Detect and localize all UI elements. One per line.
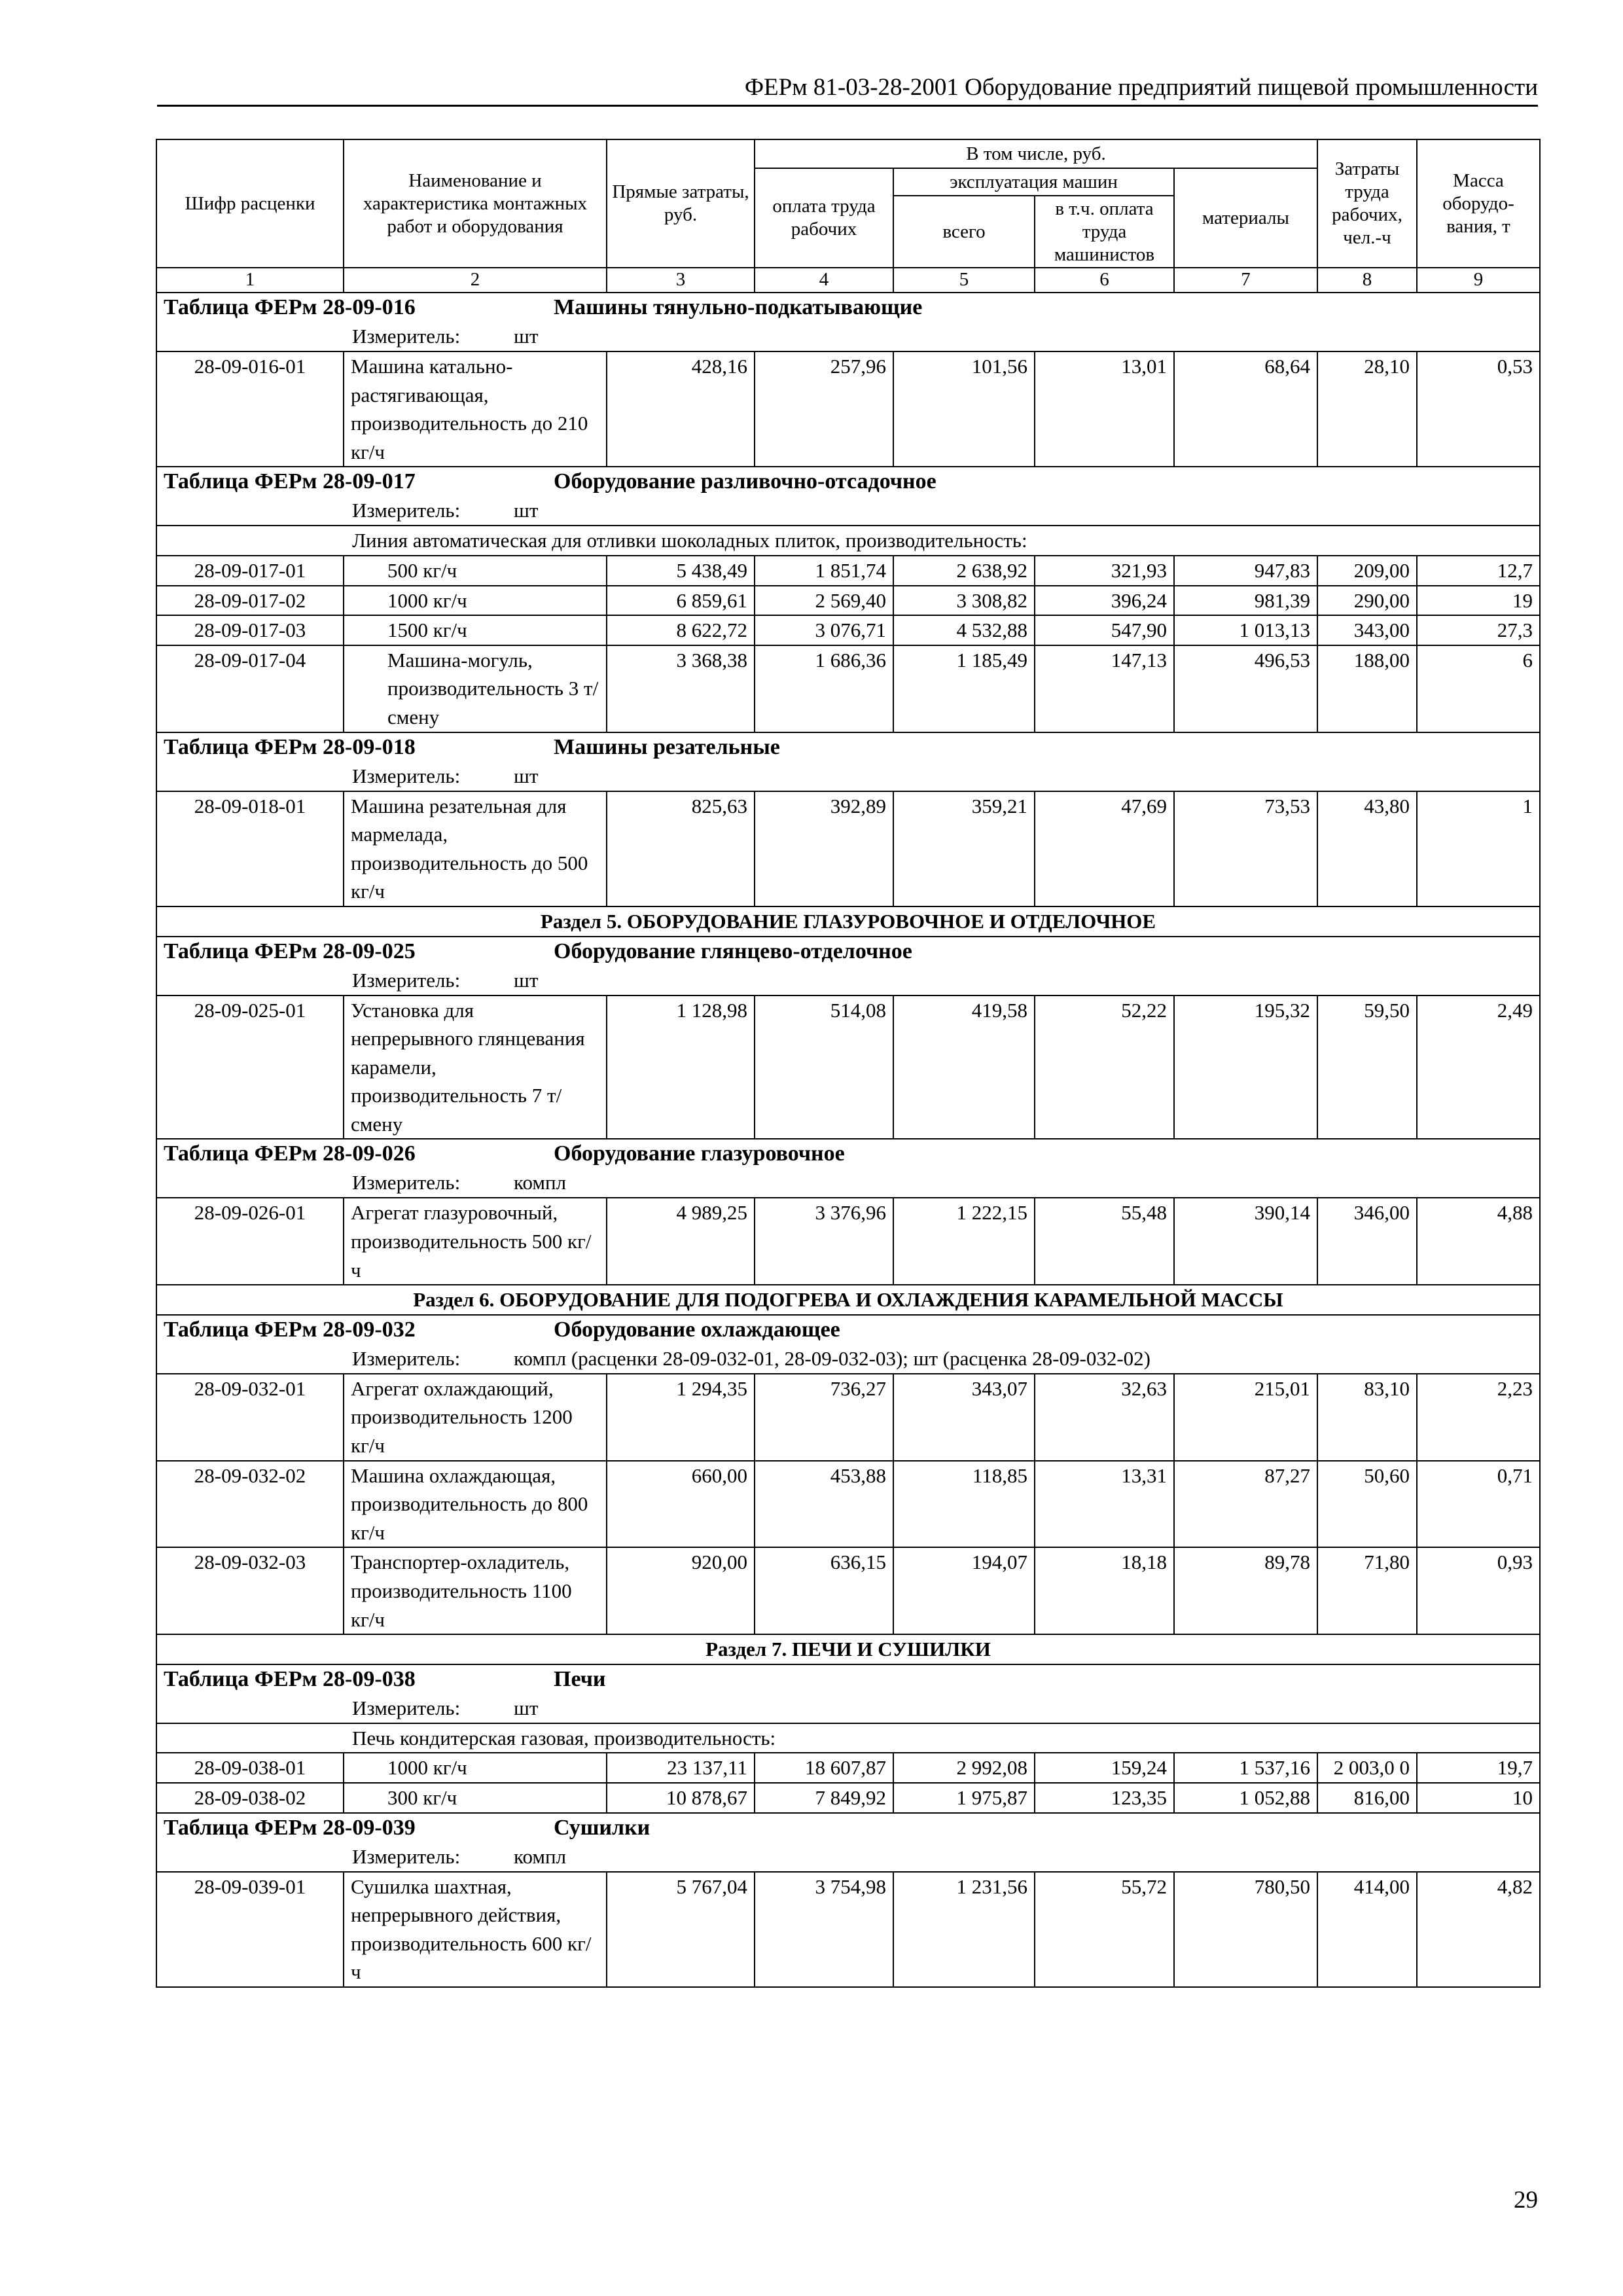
cell-name: Машина резательная для мармелада, производительность до 500 кг/ч <box>344 791 607 906</box>
table-title: Таблица ФЕРм 28-09-025 <box>164 939 416 963</box>
running-header: ФЕРм 81-03-28-2001 Оборудование предприятий пищевой промышленности <box>157 73 1538 107</box>
section-row <box>156 1285 1540 1315</box>
cell-code: 28-09-032-01 <box>156 1374 344 1461</box>
meter-label: Измеритель: <box>352 325 461 348</box>
cell-value: 1 128,98 <box>607 996 755 1139</box>
cell-name: 1500 кг/ч <box>344 615 607 645</box>
cell-value: 396,24 <box>1035 586 1174 616</box>
col-header-labor: Затраты труда рабочих, чел.-ч <box>1317 139 1417 268</box>
table-title-cell <box>156 1813 1540 1872</box>
cell-code: 28-09-032-02 <box>156 1461 344 1548</box>
table-description: Печи <box>554 1666 606 1691</box>
table-title-row <box>156 293 1540 351</box>
table-title-row <box>156 1315 1540 1374</box>
cell-value: 68,64 <box>1174 351 1317 467</box>
cell-value: 87,27 <box>1174 1461 1317 1548</box>
cell-value: 73,53 <box>1174 791 1317 906</box>
table-title-cell <box>156 1315 1540 1374</box>
cell-value: 71,80 <box>1317 1547 1417 1634</box>
cell-value: 343,07 <box>893 1374 1035 1461</box>
col-header-wage: оплата труда рабочих <box>755 168 893 268</box>
table-title-line <box>164 937 1533 966</box>
table-row <box>156 615 1540 645</box>
col-header-materials: материалы <box>1174 168 1317 268</box>
cell-value: 1 185,49 <box>893 645 1035 732</box>
table-row <box>156 351 1540 467</box>
cell-value: 7 849,92 <box>755 1783 893 1813</box>
cell-value: 1 537,16 <box>1174 1753 1317 1783</box>
table-title-cell <box>156 293 1540 351</box>
cell-value: 428,16 <box>607 351 755 467</box>
meter-line <box>164 966 1533 995</box>
meter-value: шт <box>514 968 539 992</box>
cell-value: 3 308,82 <box>893 586 1035 616</box>
cell-value: 5 438,49 <box>607 556 755 586</box>
cell-value: 3 368,38 <box>607 645 755 732</box>
col-number: 2 <box>344 268 607 293</box>
cell-value: 1 686,36 <box>755 645 893 732</box>
cell-value: 736,27 <box>755 1374 893 1461</box>
cell-name: Машина охлаждающая, производительность до 800 кг/ч <box>344 1461 607 1548</box>
cell-code: 28-09-038-02 <box>156 1783 344 1813</box>
cell-name: Машина-могуль, производительность 3 т/смену <box>344 645 607 732</box>
cell-code: 28-09-026-01 <box>156 1198 344 1285</box>
col-number: 4 <box>755 268 893 293</box>
col-number: 6 <box>1035 268 1174 293</box>
cell-value: 2 992,08 <box>893 1753 1035 1783</box>
table-description: Оборудование охлаждающее <box>554 1317 840 1342</box>
table-description: Сушилки <box>554 1815 651 1840</box>
meter-line <box>164 1344 1533 1373</box>
cell-code: 28-09-017-03 <box>156 615 344 645</box>
cell-value: 59,50 <box>1317 996 1417 1139</box>
cell-value: 123,35 <box>1035 1783 1174 1813</box>
cell-value: 2 003,0 0 <box>1317 1753 1417 1783</box>
cell-value: 50,60 <box>1317 1461 1417 1548</box>
table-title: Таблица ФЕРм 28-09-039 <box>164 1815 416 1840</box>
cell-code: 28-09-025-01 <box>156 996 344 1139</box>
section-row <box>156 1634 1540 1664</box>
col-number: 5 <box>893 268 1035 293</box>
cell-code: 28-09-039-01 <box>156 1872 344 1987</box>
cell-value: 0,93 <box>1417 1547 1540 1634</box>
cell-code: 28-09-017-04 <box>156 645 344 732</box>
table-row <box>156 586 1540 616</box>
col-number: 1 <box>156 268 344 293</box>
table-title: Таблица ФЕРм 28-09-017 <box>164 469 416 494</box>
cell-name: 500 кг/ч <box>344 556 607 586</box>
table-row <box>156 1198 1540 1285</box>
cell-value: 660,00 <box>607 1461 755 1548</box>
table-description: Оборудование глянцево-отделочное <box>554 939 912 963</box>
cell-value: 636,15 <box>755 1547 893 1634</box>
table-title: Таблица ФЕРм 28-09-032 <box>164 1317 416 1342</box>
cell-value: 8 622,72 <box>607 615 755 645</box>
cell-value: 1 294,35 <box>607 1374 755 1461</box>
cell-value: 18 607,87 <box>755 1753 893 1783</box>
table-title-row <box>156 732 1540 791</box>
table-description: Оборудование глазуровочное <box>554 1141 845 1166</box>
table-title-line <box>164 1814 1533 1842</box>
table-title: Таблица ФЕРм 28-09-018 <box>164 734 416 759</box>
cell-value: 4,82 <box>1417 1872 1540 1987</box>
table-row <box>156 645 1540 732</box>
cell-value: 18,18 <box>1035 1547 1174 1634</box>
cell-name: Агрегат глазуровочный, производительность 500 кг/ч <box>344 1198 607 1285</box>
section-title: Раздел 5. ОБОРУДОВАНИЕ ГЛАЗУРОВОЧНОЕ И ОТДЕЛОЧНОЕ <box>156 906 1540 937</box>
col-header-direct: Прямые затраты, руб. <box>607 139 755 268</box>
table-description: Оборудование разливочно-отсадочное <box>554 469 936 494</box>
cell-name: 1000 кг/ч <box>344 1753 607 1783</box>
cell-value: 290,00 <box>1317 586 1417 616</box>
meter-line <box>164 762 1533 791</box>
cell-value: 2 638,92 <box>893 556 1035 586</box>
table-body <box>156 139 1540 1987</box>
cell-value: 118,85 <box>893 1461 1035 1548</box>
cell-value: 947,83 <box>1174 556 1317 586</box>
cell-value: 1 013,13 <box>1174 615 1317 645</box>
meter-value: шт <box>514 764 539 787</box>
meter-label: Измеритель: <box>352 499 461 522</box>
meter-line <box>164 496 1533 525</box>
cell-value: 414,00 <box>1317 1872 1417 1987</box>
cell-value: 4 532,88 <box>893 615 1035 645</box>
meter-line <box>164 1168 1533 1197</box>
table-title-cell <box>156 467 1540 526</box>
price-table <box>156 139 1541 1988</box>
meter-value: шт <box>514 499 539 522</box>
cell-value: 1 052,88 <box>1174 1783 1317 1813</box>
cell-value: 195,32 <box>1174 996 1317 1139</box>
table-title-line <box>164 1316 1533 1344</box>
cell-value: 6 <box>1417 645 1540 732</box>
cell-value: 19,7 <box>1417 1753 1540 1783</box>
cell-value: 194,07 <box>893 1547 1035 1634</box>
table-title-row <box>156 1664 1540 1723</box>
cell-value: 0,53 <box>1417 351 1540 467</box>
table-title-row <box>156 1813 1540 1872</box>
cell-value: 2,23 <box>1417 1374 1540 1461</box>
col-header-mass: Масса оборудо-вания, т <box>1417 139 1540 268</box>
cell-value: 10 <box>1417 1783 1540 1813</box>
cell-value: 159,24 <box>1035 1753 1174 1783</box>
table-title: Таблица ФЕРм 28-09-026 <box>164 1141 416 1166</box>
cell-name: 300 кг/ч <box>344 1783 607 1813</box>
meter-value: шт <box>514 325 539 348</box>
cell-code: 28-09-016-01 <box>156 351 344 467</box>
page-number: 29 <box>1514 2187 1538 2214</box>
cell-value: 23 137,11 <box>607 1753 755 1783</box>
cell-value: 147,13 <box>1035 645 1174 732</box>
col-header-code: Шифр расценки <box>156 139 344 268</box>
table-description: Машины резательные <box>554 734 780 759</box>
cell-name: 1000 кг/ч <box>344 586 607 616</box>
table-row <box>156 1374 1540 1461</box>
cell-name: Транспортер-охладитель, производительность 1100 кг/ч <box>344 1547 607 1634</box>
table-title-line <box>164 1139 1533 1168</box>
table-row <box>156 1872 1540 1987</box>
cell-value: 83,10 <box>1317 1374 1417 1461</box>
cell-value: 3 754,98 <box>755 1872 893 1987</box>
cell-code: 28-09-032-03 <box>156 1547 344 1634</box>
cell-name: Машина катально-растягивающая, производительность до 210 кг/ч <box>344 351 607 467</box>
cell-value: 13,31 <box>1035 1461 1174 1548</box>
cell-value: 0,71 <box>1417 1461 1540 1548</box>
cell-value: 1 <box>1417 791 1540 906</box>
col-header-name: Наименование и характеристика монтажных работ и оборудования <box>344 139 607 268</box>
cell-value: 419,58 <box>893 996 1035 1139</box>
cell-value: 257,96 <box>755 351 893 467</box>
meter-label: Измеритель: <box>352 1346 461 1370</box>
col-number: 7 <box>1174 268 1317 293</box>
cell-value: 920,00 <box>607 1547 755 1634</box>
table-title-row <box>156 937 1540 996</box>
col-header-machines-total: всего <box>893 196 1035 268</box>
cell-value: 188,00 <box>1317 645 1417 732</box>
meter-label: Измеритель: <box>352 1844 461 1868</box>
cell-name: Агрегат охлаждающий, производительность 1200 кг/ч <box>344 1374 607 1461</box>
section-title: Раздел 7. ПЕЧИ И СУШИЛКИ <box>156 1634 1540 1664</box>
cell-value: 392,89 <box>755 791 893 906</box>
cell-value: 2 569,40 <box>755 586 893 616</box>
table-row <box>156 1461 1540 1548</box>
cell-value: 28,10 <box>1317 351 1417 467</box>
table-title: Таблица ФЕРм 28-09-038 <box>164 1666 416 1691</box>
table-title-cell <box>156 1139 1540 1198</box>
cell-value: 55,48 <box>1035 1198 1174 1285</box>
table-description: Машины тянульно-подкатывающие <box>554 295 923 319</box>
cell-value: 215,01 <box>1174 1374 1317 1461</box>
cell-value: 514,08 <box>755 996 893 1139</box>
cell-value: 1 222,15 <box>893 1198 1035 1285</box>
meter-label: Измеритель: <box>352 1696 461 1719</box>
cell-value: 55,72 <box>1035 1872 1174 1987</box>
table-row <box>156 556 1540 586</box>
col-header-incl: В том числе, руб. <box>755 139 1317 168</box>
col-header-machines-wage: в т.ч. оплата труда машинистов <box>1035 196 1174 268</box>
cell-value: 343,00 <box>1317 615 1417 645</box>
cell-value: 1 231,56 <box>893 1872 1035 1987</box>
cell-value: 346,00 <box>1317 1198 1417 1285</box>
cell-value: 825,63 <box>607 791 755 906</box>
meter-label: Измеритель: <box>352 968 461 992</box>
table-title-line <box>164 467 1533 496</box>
table-title-cell <box>156 937 1540 996</box>
cell-value: 1 975,87 <box>893 1783 1035 1813</box>
cell-value: 209,00 <box>1317 556 1417 586</box>
cell-value: 6 859,61 <box>607 586 755 616</box>
table-title-line <box>164 733 1533 762</box>
table-row <box>156 1547 1540 1634</box>
cell-name: Установка для непрерывного глянцевания карамели, производительность 7 т/смену <box>344 996 607 1139</box>
cell-value: 496,53 <box>1174 645 1317 732</box>
table-title-line <box>164 1665 1533 1694</box>
meter-value: компл (расценки 28-09-032-01, 28-09-032-03); шт (расценка 28-09-032-02) <box>514 1346 1150 1370</box>
meter-value: компл <box>514 1171 567 1194</box>
section-row <box>156 906 1540 937</box>
section-title: Раздел 6. ОБОРУДОВАНИЕ ДЛЯ ПОДОГРЕВА И ОХЛАЖДЕНИЯ КАРАМЕЛЬНОЙ МАССЫ <box>156 1285 1540 1315</box>
col-number: 8 <box>1317 268 1417 293</box>
cell-value: 2,49 <box>1417 996 1540 1139</box>
cell-value: 1 851,74 <box>755 556 893 586</box>
table-title-row <box>156 467 1540 526</box>
meter-value: компл <box>514 1844 567 1868</box>
meter-label: Измеритель: <box>352 1171 461 1194</box>
cell-code: 28-09-018-01 <box>156 791 344 906</box>
category-cell: Печь кондитерская газовая, производительность: <box>156 1723 1540 1753</box>
table-title-cell <box>156 732 1540 791</box>
category-cell: Линия автоматическая для отливки шоколадных плиток, производительность: <box>156 526 1540 556</box>
cell-value: 5 767,04 <box>607 1872 755 1987</box>
cell-value: 101,56 <box>893 351 1035 467</box>
cell-value: 4 989,25 <box>607 1198 755 1285</box>
cell-value: 816,00 <box>1317 1783 1417 1813</box>
cell-value: 780,50 <box>1174 1872 1317 1987</box>
meter-line <box>164 1694 1533 1723</box>
meter-line <box>164 1842 1533 1871</box>
cell-code: 28-09-038-01 <box>156 1753 344 1783</box>
table-row <box>156 791 1540 906</box>
cell-code: 28-09-017-02 <box>156 586 344 616</box>
cell-value: 32,63 <box>1035 1374 1174 1461</box>
cell-value: 13,01 <box>1035 351 1174 467</box>
col-number: 9 <box>1417 268 1540 293</box>
cell-value: 12,7 <box>1417 556 1540 586</box>
cell-value: 10 878,67 <box>607 1783 755 1813</box>
cell-value: 27,3 <box>1417 615 1540 645</box>
cell-value: 390,14 <box>1174 1198 1317 1285</box>
cell-value: 4,88 <box>1417 1198 1540 1285</box>
cell-value: 89,78 <box>1174 1547 1317 1634</box>
cell-value: 52,22 <box>1035 996 1174 1139</box>
cell-value: 453,88 <box>755 1461 893 1548</box>
cell-code: 28-09-017-01 <box>156 556 344 586</box>
cell-value: 3 376,96 <box>755 1198 893 1285</box>
cell-value: 43,80 <box>1317 791 1417 906</box>
cell-value: 47,69 <box>1035 791 1174 906</box>
cell-value: 981,39 <box>1174 586 1317 616</box>
cell-name: Сушилка шахтная, непрерывного действия, производительность 600 кг/ч <box>344 1872 607 1987</box>
meter-line <box>164 322 1533 351</box>
cell-value: 547,90 <box>1035 615 1174 645</box>
meter-value: шт <box>514 1696 539 1719</box>
category-row <box>156 1723 1540 1753</box>
col-number: 3 <box>607 268 755 293</box>
cell-value: 321,93 <box>1035 556 1174 586</box>
category-row <box>156 526 1540 556</box>
cell-value: 359,21 <box>893 791 1035 906</box>
table-title-cell <box>156 1664 1540 1723</box>
table-row <box>156 1753 1540 1783</box>
col-header-machines: эксплуатация машин <box>893 168 1174 196</box>
table-row <box>156 996 1540 1139</box>
cell-value: 3 076,71 <box>755 615 893 645</box>
table-row <box>156 1783 1540 1813</box>
cell-value: 19 <box>1417 586 1540 616</box>
table-title-line <box>164 293 1533 322</box>
meter-label: Измеритель: <box>352 764 461 787</box>
table-title-row <box>156 1139 1540 1198</box>
table-title: Таблица ФЕРм 28-09-016 <box>164 295 416 319</box>
